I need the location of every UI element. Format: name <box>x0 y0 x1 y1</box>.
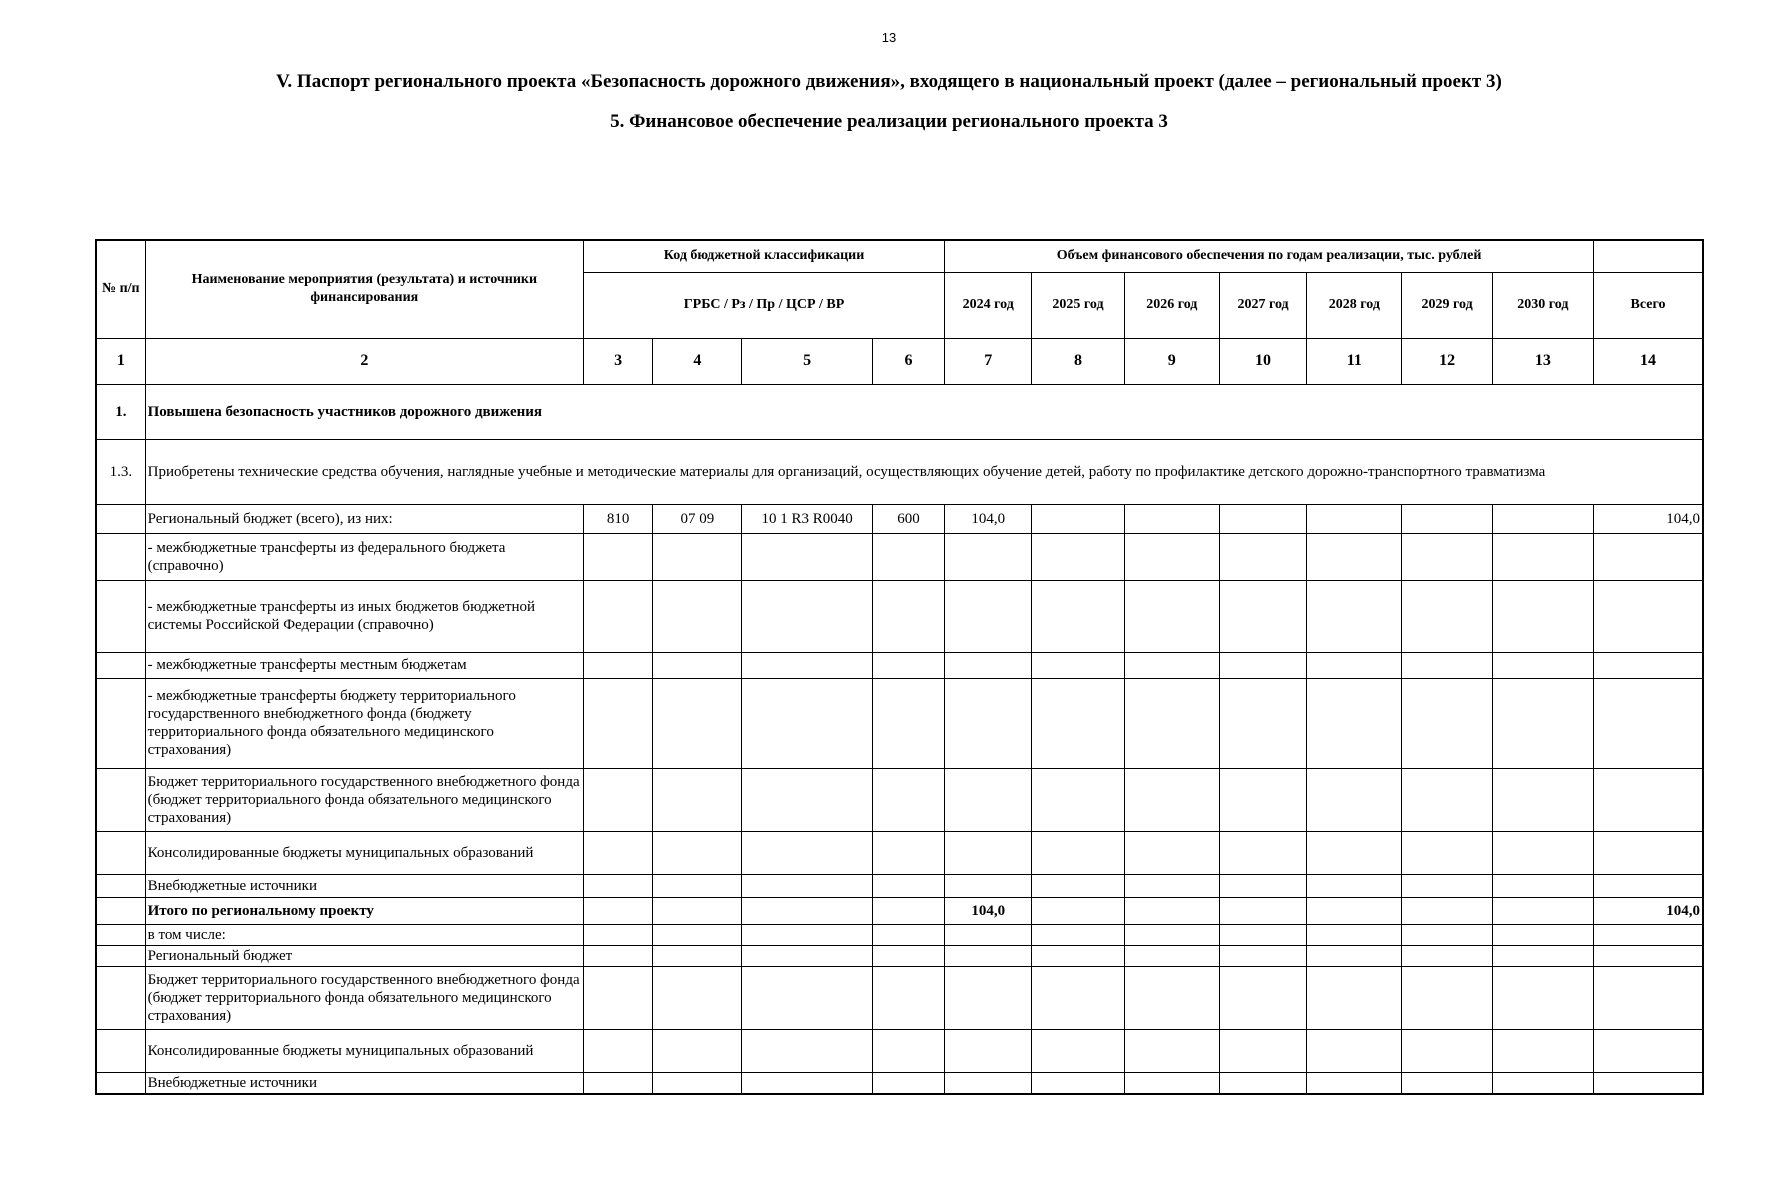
table-row <box>96 924 1703 945</box>
cell-2030 <box>1492 504 1593 533</box>
row-name: Консолидированные бюджеты муниципальных образований <box>145 831 583 874</box>
row-name: Региональный бюджет (всего), из них: <box>145 504 583 533</box>
header-year-2029: 2029 год <box>1402 272 1492 338</box>
col-number: 13 <box>1492 338 1593 384</box>
document-title: V. Паспорт регионального проекта «Безопасность дорожного движения», входящего в национальный проект (далее – региональный проект 3) <box>276 71 1502 92</box>
totals-total: 104,0 <box>1594 897 1703 924</box>
section-row-1 <box>96 384 1703 439</box>
col-number: 1 <box>96 338 145 384</box>
header-year-2026: 2026 год <box>1124 272 1219 338</box>
cell-2026 <box>1124 504 1219 533</box>
table-row <box>96 831 1703 874</box>
col-number: 5 <box>742 338 872 384</box>
totals-row <box>96 897 1703 924</box>
col-number: 4 <box>653 338 742 384</box>
cell-vr: 600 <box>872 504 944 533</box>
table-row <box>96 945 1703 966</box>
row-name: Бюджет территориального государственного внебюджетного фонда (бюджет территориального фонда обязательного медицинского страхования) <box>145 966 583 1029</box>
row-name: - межбюджетные трансферты бюджету территориального государственного внебюджетного фонда (бюджету территориального фонда обязательного медицинского страхования) <box>145 678 583 768</box>
cell-csr: 10 1 R3 R0040 <box>742 504 872 533</box>
row-name: в том числе: <box>145 924 583 945</box>
cell-2027 <box>1219 504 1306 533</box>
header-row-1 <box>96 240 1703 272</box>
table-row <box>96 768 1703 831</box>
table-row <box>96 580 1703 652</box>
cell-2025 <box>1032 504 1124 533</box>
cell-total: 104,0 <box>1594 504 1703 533</box>
header-budget-code: Код бюджетной классификации <box>583 240 944 272</box>
column-numbers-row <box>96 338 1703 384</box>
section-title-cell: Повышена безопасность участников дорожного движения <box>145 384 1703 439</box>
cell-grbs: 810 <box>583 504 652 533</box>
section-title: 5. Финансовое обеспечение реализации регионального проекта 3 <box>610 111 1168 132</box>
col-number: 2 <box>145 338 583 384</box>
col-number: 11 <box>1307 338 1402 384</box>
section-row-1-3 <box>96 439 1703 504</box>
header-year-2025: 2025 год <box>1032 272 1124 338</box>
section-number: 1.3. <box>96 439 145 504</box>
section-title-cell: Приобретены технические средства обучения, наглядные учебные и методические материалы для организаций, осуществляющих обучение детей, работу по профилактике детского дорожно-транспортного травматизма <box>145 439 1703 504</box>
row-name: Бюджет территориального государственного внебюджетного фонда (бюджет территориального фонда обязательного медицинского страхования) <box>145 768 583 831</box>
table-row <box>96 966 1703 1029</box>
col-number: 8 <box>1032 338 1124 384</box>
header-name: Наименование мероприятия (результата) и источники финансирования <box>145 240 583 338</box>
cell-2028 <box>1307 504 1402 533</box>
totals-2024: 104,0 <box>945 897 1032 924</box>
header-year-2024: 2024 год <box>945 272 1032 338</box>
table-row <box>96 874 1703 897</box>
header-total: Всего <box>1594 272 1703 338</box>
row-name: Внебюджетные источники <box>145 874 583 897</box>
table-row <box>96 1029 1703 1072</box>
row-name: - межбюджетные трансферты местным бюджетам <box>145 652 583 678</box>
table-row <box>96 504 1703 533</box>
row-name: - межбюджетные трансферты из иных бюджетов бюджетной системы Российской Федерации (справочно) <box>145 580 583 652</box>
section-number: 1. <box>96 384 145 439</box>
cell-rz-pr: 07 09 <box>653 504 742 533</box>
page-number: 13 <box>881 30 897 45</box>
table-row <box>96 652 1703 678</box>
totals-label: Итого по региональному проекту <box>145 897 583 924</box>
table-row <box>96 1072 1703 1094</box>
header-volume: Объем финансового обеспечения по годам реализации, тыс. рублей <box>945 240 1594 272</box>
header-blank <box>1594 240 1703 272</box>
row-name: Консолидированные бюджеты муниципальных образований <box>145 1029 583 1072</box>
row-name: - межбюджетные трансферты из федерального бюджета (справочно) <box>145 533 583 580</box>
header-budget-code-sub: ГРБС / Рз / Пр / ЦСР / ВР <box>583 272 944 338</box>
header-num: № п/п <box>96 240 145 338</box>
col-number: 7 <box>945 338 1032 384</box>
table-row <box>96 533 1703 580</box>
table-row <box>96 678 1703 768</box>
col-number: 9 <box>1124 338 1219 384</box>
cell-2029 <box>1402 504 1492 533</box>
col-number: 14 <box>1594 338 1703 384</box>
financing-table <box>95 239 1704 1095</box>
cell-2024: 104,0 <box>945 504 1032 533</box>
col-number: 10 <box>1219 338 1306 384</box>
row-num <box>96 504 145 533</box>
header-year-2028: 2028 год <box>1307 272 1402 338</box>
row-name: Региональный бюджет <box>145 945 583 966</box>
col-number: 6 <box>872 338 944 384</box>
header-year-2030: 2030 год <box>1492 272 1593 338</box>
header-year-2027: 2027 год <box>1219 272 1306 338</box>
col-number: 12 <box>1402 338 1492 384</box>
row-name: Внебюджетные источники <box>145 1072 583 1094</box>
col-number: 3 <box>583 338 652 384</box>
